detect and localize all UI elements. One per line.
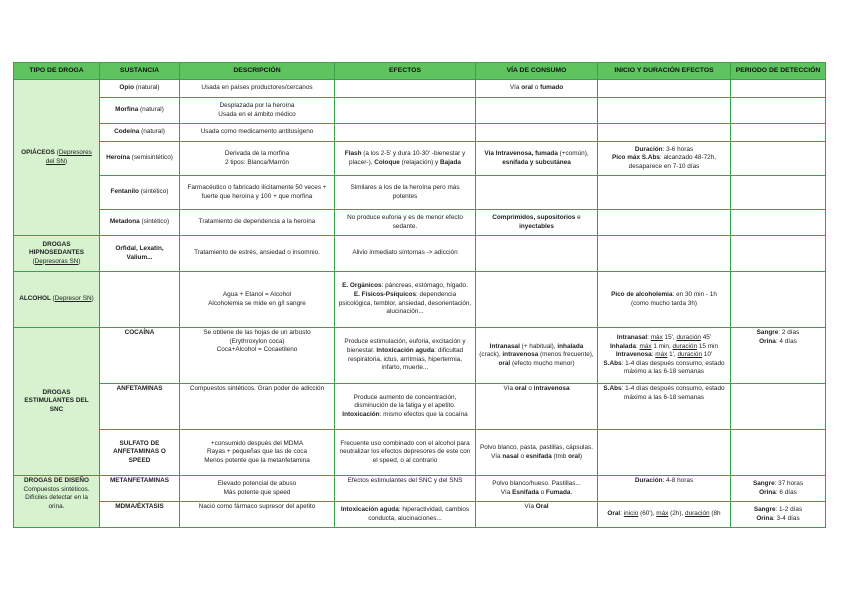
- duration-cell: Duración: 4-8 horas: [598, 476, 731, 502]
- drug-table: [13, 62, 826, 528]
- header-via: VÍA DE CONSUMO: [476, 63, 598, 80]
- duration-cell: [598, 98, 731, 124]
- group-note: Compuestos sintéticos. Difíciles detectar en la orina.: [23, 485, 90, 510]
- detection-cell: Sangre: 2 días Orina: 4 días: [731, 328, 826, 384]
- description-cell: Elevado potencial de abuso Más potente que speed: [180, 476, 335, 502]
- detection-cell: [731, 430, 826, 476]
- substance-cell: Codeína (natural): [100, 124, 180, 142]
- route-cell: Polvo blanco, pasta, pastillas, cápsulas. Vía nasal o esnifada (tmb oral): [476, 430, 598, 476]
- substance-cell: SULFATO DE ANFETAMINAS O SPEED: [100, 430, 180, 476]
- route-cell: [476, 176, 598, 210]
- description-cell: +consumido después del MDMA Rayas + pequeñas que las de coca Menos potente que la metanfetamina: [180, 430, 335, 476]
- detection-cell: [731, 98, 826, 124]
- duration-cell: [598, 176, 731, 210]
- header-row: [14, 63, 826, 80]
- description-cell: Compuestos sintéticos. Gran poder de adicción: [180, 384, 335, 430]
- group-alcohol: ALCOHOL (Depresor SN): [14, 272, 100, 328]
- substance-cell: METANFETAMINAS: [100, 476, 180, 502]
- route-cell: Vía oral o fumado: [476, 80, 598, 98]
- description-cell: Se obtiene de las hojas de un arbusto (Erythroxylon coca) Coca+Alcohol = Cocaetileno: [180, 328, 335, 384]
- header-descripcion: DESCRIPCIÓN: [180, 63, 335, 80]
- duration-cell: [598, 124, 731, 142]
- substance-cell: Metadona (sintético): [100, 210, 180, 236]
- table-row: [14, 176, 826, 210]
- table-row: [14, 430, 826, 476]
- header-efectos: EFECTOS: [335, 63, 476, 80]
- route-cell: Vía Oral: [476, 502, 598, 528]
- detection-cell: Sangre: 1-2 días Orina: 3-4 días: [731, 502, 826, 528]
- table-row: [14, 236, 826, 272]
- header-sustancia: SUSTANCIA: [100, 63, 180, 80]
- effects-cell: Alivio inmediato síntomas -> adicción: [335, 236, 476, 272]
- route-cell: Intranasal (+ habitual), inhalada (crack), intravenosa (menos frecuente), oral (efecto mucho menor): [476, 328, 598, 384]
- effects-cell: No produce euforia y es de menor efecto sedante.: [335, 210, 476, 236]
- duration-cell: [598, 430, 731, 476]
- group-opiaceos: OPIÁCEOS (Depresores del SN): [14, 80, 100, 236]
- detection-cell: [731, 384, 826, 430]
- description-cell: Usada en países productores/cercanos: [180, 80, 335, 98]
- route-cell: [476, 272, 598, 328]
- detection-cell: [731, 210, 826, 236]
- effects-cell: [335, 80, 476, 98]
- effects-cell: [335, 124, 476, 142]
- table-row: [14, 272, 826, 328]
- duration-cell: Oral: inicio (60'), máx (2h), duración (8h: [598, 502, 731, 528]
- route-cell: Polvo blanco/hueso. Pastillas... Vía Esnifada o Fumada.: [476, 476, 598, 502]
- substance-cell: Opio (natural): [100, 80, 180, 98]
- group-note: Depresores del SN: [45, 148, 92, 165]
- effects-cell: Intoxicación aguda: hiperactividad, cambios conducta, alucinaciones...: [335, 502, 476, 528]
- description-cell: Nació como fármaco supresor del apetito: [180, 502, 335, 528]
- route-cell: [476, 236, 598, 272]
- table-row: [14, 98, 826, 124]
- route-cell: [476, 98, 598, 124]
- group-note: Depresor SN: [54, 295, 92, 303]
- group-diseno: DROGAS DE DISEÑO Compuestos sintéticos. Difíciles detectar en la orina.: [14, 476, 100, 528]
- description-cell: Agua + Etanol = Alcohol Alcoholemia se mide en g/l sangre: [180, 272, 335, 328]
- effects-cell: [335, 98, 476, 124]
- duration-cell: S.Abs: 1-4 días después consumo, estado máximo a las 6-18 semanas: [598, 384, 731, 430]
- table-row: [14, 210, 826, 236]
- detection-cell: [731, 142, 826, 176]
- description-cell: Desplazada por la heroína Usada en el ámbito médico: [180, 98, 335, 124]
- substance-cell: Heroína (semisintético): [100, 142, 180, 176]
- substance-cell: ANFETAMINAS: [100, 384, 180, 430]
- effects-cell: Produce estimulación, euforia, excitación y bienestar. Intoxicación aguda: dificultad respiratoria, ictus, arritmias, hipertermia, infarto, muerte...: [335, 328, 476, 384]
- table-row: [14, 328, 826, 384]
- description-cell: Tratamiento de estrés, ansiedad o insomnio.: [180, 236, 335, 272]
- detection-cell: [731, 272, 826, 328]
- table-row: [14, 476, 826, 502]
- header-tipo: TIPO DE DROGA: [14, 63, 100, 80]
- effects-cell: Produce aumento de concentración, disminución de la fatiga y el apetito. Intoxicación: mismo efectos que la cocaína: [335, 384, 476, 430]
- effects-cell: Flash (a los 2-5' y dura 10-30' -bienestar y placer-), Coloque (relajación) y Bajada: [335, 142, 476, 176]
- duration-cell: Duración: 3-6 horas Pico máx S.Abs: alcanzado 48-72h, desaparece en 7-10 días: [598, 142, 731, 176]
- route-cell: [476, 124, 598, 142]
- group-hipnosedantes: DROGAS HIPNOSEDANTES (Depresoras SN): [14, 236, 100, 272]
- table-row: [14, 502, 826, 528]
- description-cell: Farmacéutico o fabricado ilícitamente 50 veces + fuerte que heroína y 100 + que morfina: [180, 176, 335, 210]
- header-inicio: INICIO Y DURACIÓN EFECTOS: [598, 63, 731, 80]
- group-note: Depresoras SN: [34, 257, 79, 265]
- substance-cell: [100, 272, 180, 328]
- header-deteccion: PERIODO DE DETECCIÓN: [731, 63, 826, 80]
- table-row: [14, 142, 826, 176]
- duration-cell: Pico de alcoholemia: en 30 min - 1h (como mucho tarda 3h): [598, 272, 731, 328]
- route-cell: Comprimidos, supositorios e inyectables: [476, 210, 598, 236]
- substance-cell: MDMA/ÉXTASIS: [100, 502, 180, 528]
- description-cell: Usada como medicamento antitusígeno: [180, 124, 335, 142]
- group-estimulantes: DROGAS ESTIMULANTES DEL SNC: [14, 328, 100, 476]
- effects-cell: Frecuente uso combinado con el alcohol para neutralizar los efectos depresores de este con el speed, o al contrario: [335, 430, 476, 476]
- table-row: [14, 80, 826, 98]
- description-cell: Tratamiento de dependencia a la heroína: [180, 210, 335, 236]
- effects-cell: E. Orgánicos: páncreas, estómago, hígado. E. Físicos-Psíquicos: dependencia psicológica, temblor, ansiedad, desorientación, alucinación...: [335, 272, 476, 328]
- table-row: [14, 384, 826, 430]
- detection-cell: [731, 176, 826, 210]
- detection-cell: [731, 236, 826, 272]
- substance-cell: Morfina (natural): [100, 98, 180, 124]
- substance-cell: COCAÍNA: [100, 328, 180, 384]
- duration-cell: [598, 210, 731, 236]
- detection-cell: [731, 124, 826, 142]
- detection-cell: [731, 80, 826, 98]
- substance-cell: Fentanilo (sintético): [100, 176, 180, 210]
- detection-cell: Sangre: 37 horas Orina: 6 días: [731, 476, 826, 502]
- table-row: [14, 124, 826, 142]
- route-cell: Vía Intravenosa, fumada (+común), esnifada y subcutánea: [476, 142, 598, 176]
- effects-cell: Similares a los de la heroína pero más potentes: [335, 176, 476, 210]
- duration-cell: [598, 236, 731, 272]
- duration-cell: [598, 80, 731, 98]
- effects-cell: Efectos estimulantes del SNC y del SNS: [335, 476, 476, 502]
- route-cell: Vía oral o intravenosa: [476, 384, 598, 430]
- duration-cell: Intranasal: máx 15', duración 45' Inhalada: máx 1 min, duración 15 min Intravenosa: máx 1', duración 10' S.Abs: 1-4 días después consumo, estado máximo a las 6-18 semanas: [598, 328, 731, 384]
- description-cell: Derivada de la morfina 2 tipos: Blanca/Marrón: [180, 142, 335, 176]
- substance-cell: Orfidal, Lexatin, Valium...: [100, 236, 180, 272]
